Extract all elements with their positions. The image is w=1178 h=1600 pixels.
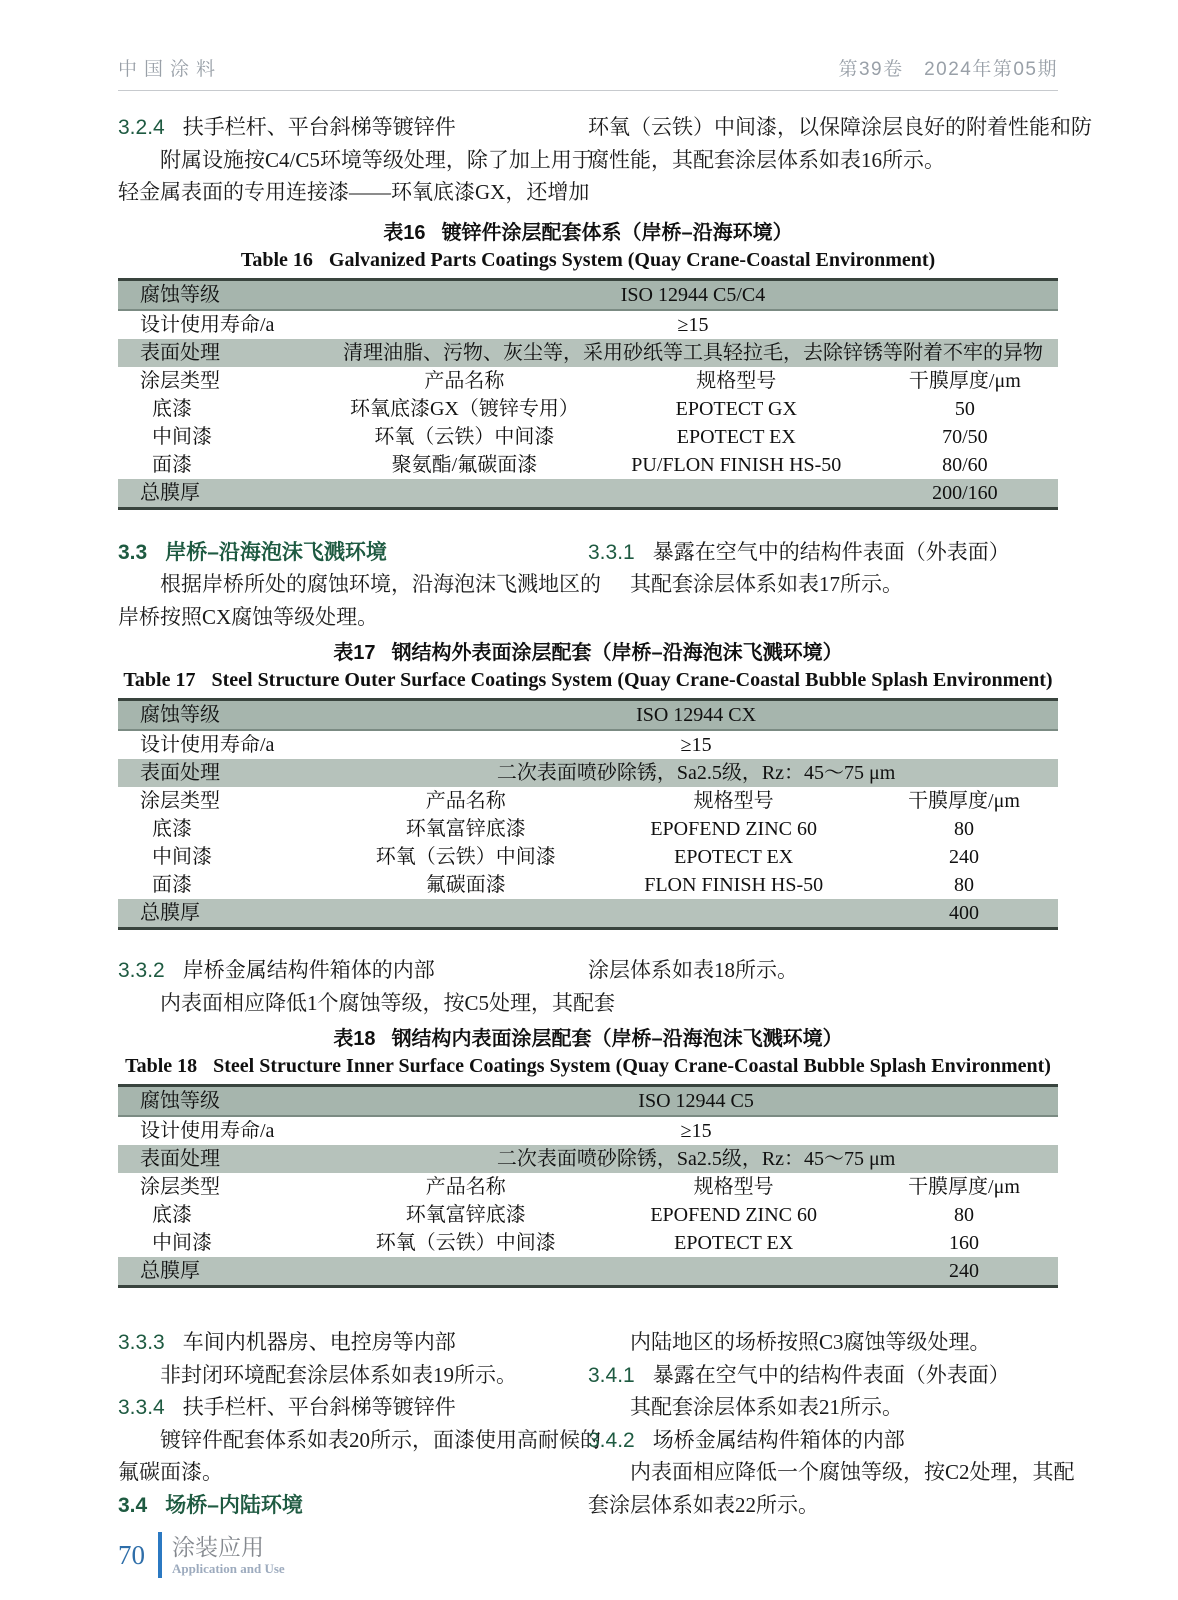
text-block-3-3-3	[118, 1326, 1075, 1521]
table-cell: 底漆	[152, 397, 192, 420]
table-row	[118, 815, 1058, 843]
section-heading-3-3-3	[118, 1326, 565, 1359]
section-number: 3.3.4	[118, 1396, 165, 1419]
section-number: 3.4.1	[588, 1363, 635, 1387]
table-cell: 160	[948, 1232, 979, 1254]
table-cell: 80/60	[942, 453, 988, 476]
table-cell: 80	[953, 1204, 974, 1226]
section-title: 场桥–内陆环境	[165, 1493, 303, 1517]
table-caption-cn-text: 镀锌件涂层配套体系（岸桥–沿海环境）	[441, 221, 793, 244]
table-row	[118, 730, 1058, 759]
section-heading-3-4-2	[588, 1424, 1058, 1457]
table-cell-total-value: 200/160	[872, 479, 1058, 509]
paragraph-line: 套涂层体系如表22所示。	[588, 1492, 819, 1517]
section-title: 车间内机器房、电控房等内部	[182, 1331, 456, 1354]
table-row	[118, 1201, 1058, 1229]
table-cell: 50	[954, 397, 975, 420]
table-caption-cn-text: 钢结构内表面涂层配套（岸桥–沿海泡沫飞溅环境）	[391, 1028, 843, 1050]
table-cell: 中间漆	[152, 846, 212, 868]
table-cell: 240	[948, 846, 979, 868]
section-title: 暴露在空气中的结构件表面（外表面）	[652, 540, 1010, 564]
table-cell: EPOTECT GX	[675, 397, 797, 420]
table-total-row	[118, 479, 1058, 509]
paragraph-line: 内表面相应降低一个腐蚀等级，按C2处理，其配	[630, 1460, 1075, 1484]
table-cell-value: ISO 12944 C5	[334, 1086, 1058, 1117]
paragraph-line: 非封闭环境配套涂层体系如表19所示。	[160, 1362, 517, 1387]
section-title: 岸桥金属结构件箱体的内部	[182, 959, 435, 982]
table-header-row	[118, 1173, 1058, 1201]
text-column-right	[588, 954, 1058, 1019]
paragraph-line: 氟碳面漆。	[118, 1460, 223, 1484]
table-cell-total-value: 240	[870, 1257, 1058, 1287]
table-column-header: 产品名称	[424, 369, 505, 392]
section-number: 3.3.2	[118, 959, 165, 982]
table-caption-cn-tag: 表16	[383, 221, 426, 244]
footer-section-cn: 涂装应用	[172, 1533, 264, 1560]
table-cell-value: 清理油脂、污物、灰尘等，采用砂纸等工具轻拉毛，去除锌锈等附着不牢的异物	[328, 339, 1058, 367]
page-header	[118, 54, 1058, 91]
paragraph-line: 附属设施按C4/C5环境等级处理，除了加上用于	[160, 147, 593, 172]
footer-divider-bar	[158, 1532, 162, 1578]
table-cell-value: ISO 12944 C5/C4	[328, 279, 1058, 310]
paragraph-line: 内表面相应降低1个腐蚀等级，按C5处理，其配套	[160, 990, 616, 1015]
coatings-table	[118, 278, 1058, 510]
table-row	[118, 1116, 1058, 1145]
table-16	[118, 221, 1058, 510]
table-cell: EPOFEND ZINC 60	[650, 1204, 817, 1226]
paragraph-line: 根据岸桥所处的腐蚀环境，沿海泡沫飞溅地区的	[160, 572, 601, 596]
table-cell: EPOTECT EX	[676, 425, 796, 448]
coatings-table	[118, 698, 1058, 930]
table-row	[118, 1229, 1058, 1257]
table-cell-label: 表面处理	[118, 1145, 334, 1173]
table-caption-en-text: Steel Structure Inner Surface Coatings System (Quay Crane-Coastal Bubble Splash Environment)	[213, 1055, 1051, 1077]
text-block-3-3	[118, 536, 1058, 634]
paragraph-line: 岸桥按照CX腐蚀等级处理。	[118, 604, 379, 629]
table-cell-value: ≥15	[680, 1120, 712, 1142]
table-column-header: 规格型号	[693, 790, 774, 812]
section-heading-3-3	[118, 536, 565, 569]
table-cell-label: 腐蚀等级	[118, 279, 328, 310]
section-number: 3.2.4	[118, 116, 165, 139]
section-number: 3.3.1	[588, 540, 635, 564]
table-row	[118, 843, 1058, 871]
section-number: 3.4.2	[588, 1428, 635, 1452]
table-cell: 80	[953, 818, 974, 840]
table-column-header: 干膜厚度/μm	[908, 1176, 1020, 1198]
table-cell-label: 总膜厚	[118, 899, 334, 929]
table-column-header: 规格型号	[696, 369, 777, 392]
section-title: 岸桥–沿海泡沫飞溅环境	[165, 540, 387, 564]
table-cell-label: 表面处理	[118, 759, 334, 787]
issue-info: 第39卷 2024年第05期	[838, 59, 1058, 80]
table-caption-en	[118, 248, 1058, 273]
table-cell-label: 表面处理	[118, 339, 328, 367]
table-cell-value: ISO 12944 CX	[334, 700, 1058, 731]
journal-name: 中国涂料	[118, 59, 223, 80]
page-number: 70	[118, 1539, 145, 1570]
table-column-header: 产品名称	[425, 1176, 506, 1198]
table-column-header: 产品名称	[425, 790, 506, 812]
table-cell: 面漆	[152, 453, 192, 476]
section-number: 3.3.3	[118, 1331, 165, 1354]
table-row	[118, 759, 1058, 787]
section-number: 3.4	[118, 1493, 148, 1517]
paragraph-line: 涂层体系如表18所示。	[588, 958, 798, 982]
table-column-header: 涂层类型	[140, 369, 220, 392]
table-cell: 70/50	[942, 425, 988, 448]
table-caption-cn-tag: 表17	[333, 642, 376, 664]
table-row	[118, 1086, 1058, 1117]
page-footer	[118, 1532, 1058, 1578]
table-column-header: 干膜厚度/μm	[908, 369, 1021, 392]
table-caption-cn	[118, 641, 1058, 666]
text-column-left	[118, 536, 601, 634]
table-total-row	[118, 1257, 1058, 1287]
footer-column-title	[172, 1534, 285, 1577]
section-heading-3-3-2	[118, 954, 565, 987]
table-cell-value: 二次表面喷砂除锈，Sa2.5级，Rz：45～75 μm	[334, 1145, 1058, 1173]
section-heading-3-3-4	[118, 1391, 565, 1424]
section-number: 3.3	[118, 540, 148, 564]
paragraph-line: 其配套涂层体系如表21所示。	[630, 1395, 903, 1419]
table-row	[118, 395, 1058, 423]
table-row	[118, 279, 1058, 310]
table-row	[118, 871, 1058, 899]
table-total-row	[118, 899, 1058, 929]
section-title: 扶手栏杆、平台斜梯等镀锌件	[182, 116, 456, 139]
table-cell-value: ≥15	[680, 734, 712, 756]
paragraph-line: 镀锌件配套体系如表20所示，面漆使用高耐候的	[160, 1427, 601, 1452]
section-heading-3-4-1	[588, 1359, 1058, 1392]
table-header-row	[118, 787, 1058, 815]
table-cell-label: 设计使用寿命/a	[140, 313, 275, 336]
table-row	[118, 700, 1058, 731]
table-caption-en-text: Steel Structure Outer Surface Coatings System (Quay Crane-Coastal Bubble Splash Environment)	[211, 669, 1053, 691]
table-cell: 环氧富锌底漆	[405, 818, 526, 840]
table-cell: 环氧富锌底漆	[405, 1204, 526, 1226]
table-cell: 氟碳面漆	[425, 874, 506, 896]
table-caption-cn-tag: 表18	[333, 1028, 376, 1050]
table-cell: 环氧（云铁）中间漆	[375, 846, 556, 868]
table-cell-label: 腐蚀等级	[118, 1086, 334, 1117]
table-cell: 底漆	[152, 1204, 192, 1226]
table-caption-cn-text: 钢结构外表面涂层配套（岸桥–沿海泡沫飞溅环境）	[391, 642, 843, 664]
section-title: 扶手栏杆、平台斜梯等镀锌件	[182, 1396, 456, 1419]
table-cell: FLON FINISH HS-50	[644, 874, 824, 896]
table-18	[118, 1027, 1058, 1288]
paragraph-line: 其配套涂层体系如表17所示。	[630, 572, 903, 596]
table-cell: EPOTECT EX	[674, 1232, 794, 1254]
section-heading-3-4	[118, 1489, 565, 1522]
table-column-header: 规格型号	[693, 1176, 774, 1198]
text-column-left	[118, 954, 616, 1019]
table-cell-value: 二次表面喷砂除锈，Sa2.5级，Rz：45～75 μm	[334, 759, 1058, 787]
table-caption-cn	[118, 221, 1058, 246]
table-row	[118, 310, 1058, 339]
text-block-3-2-4	[118, 111, 1092, 209]
text-column-left	[118, 1326, 601, 1521]
text-block-3-3-2	[118, 954, 1058, 1019]
table-cell-value: ≥15	[677, 313, 709, 336]
text-column-right	[588, 111, 1092, 209]
table-cell-label: 设计使用寿命/a	[140, 734, 275, 756]
table-cell: 中间漆	[152, 1232, 212, 1254]
table-row	[118, 1145, 1058, 1173]
paragraph-line: 轻金属表面的专用连接漆——环氧底漆GX，还增加	[118, 180, 590, 204]
table-cell-empty	[334, 1257, 870, 1287]
section-title: 场桥金属结构件箱体的内部	[652, 1428, 905, 1452]
text-column-right	[588, 1326, 1075, 1521]
table-row	[118, 339, 1058, 367]
table-column-header: 涂层类型	[140, 1176, 220, 1198]
table-header-row	[118, 367, 1058, 395]
coatings-table	[118, 1084, 1058, 1288]
table-cell-label: 腐蚀等级	[118, 700, 334, 731]
table-row	[118, 451, 1058, 479]
section-heading-3-3-1	[588, 536, 1058, 569]
footer-section-en: Application and Use	[172, 1560, 285, 1576]
table-caption-en	[118, 1054, 1058, 1079]
section-heading-3-2-4	[118, 111, 565, 144]
table-cell: EPOTECT EX	[674, 846, 794, 868]
table-cell: 聚氨酯/氟碳面漆	[391, 453, 538, 476]
table-cell-label: 总膜厚	[118, 1257, 334, 1287]
paragraph-line: 腐性能，其配套涂层体系如表16所示。	[588, 147, 945, 172]
table-caption-en-tag: Table 18	[125, 1055, 198, 1077]
table-17	[118, 641, 1058, 930]
table-cell: 80	[953, 874, 974, 896]
table-cell: 底漆	[152, 818, 192, 840]
table-cell-total-value: 400	[870, 899, 1058, 929]
table-cell: EPOFEND ZINC 60	[650, 818, 817, 840]
table-caption-en-tag: Table 17	[123, 669, 196, 691]
table-caption-cn	[118, 1027, 1058, 1052]
table-cell-label: 总膜厚	[118, 479, 328, 509]
paragraph-line: 内陆地区的场桥按照C3腐蚀等级处理。	[630, 1330, 991, 1354]
table-column-header: 涂层类型	[140, 790, 220, 812]
table-cell-empty	[334, 899, 870, 929]
table-caption-en	[118, 668, 1058, 693]
table-cell: 环氧（云铁）中间漆	[374, 425, 555, 448]
table-cell: 中间漆	[152, 425, 212, 448]
table-cell: PU/FLON FINISH HS-50	[631, 453, 842, 476]
table-row	[118, 423, 1058, 451]
table-cell: 面漆	[152, 874, 192, 896]
table-cell-label: 设计使用寿命/a	[140, 1120, 275, 1142]
paragraph-line: 环氧（云铁）中间漆，以保障涂层良好的附着性能和防	[588, 115, 1092, 139]
table-cell-empty	[328, 479, 872, 509]
table-column-header: 干膜厚度/μm	[908, 790, 1020, 812]
table-cell: 环氧（云铁）中间漆	[375, 1232, 556, 1254]
table-cell: 环氧底漆GX（镀锌专用）	[349, 397, 579, 420]
text-column-left	[118, 111, 593, 209]
table-caption-en-text: Galvanized Parts Coatings System (Quay Crane-Coastal Environment)	[328, 248, 936, 271]
text-column-right	[588, 536, 1058, 634]
table-caption-en-tag: Table 16	[240, 248, 313, 271]
section-title: 暴露在空气中的结构件表面（外表面）	[652, 1363, 1010, 1387]
